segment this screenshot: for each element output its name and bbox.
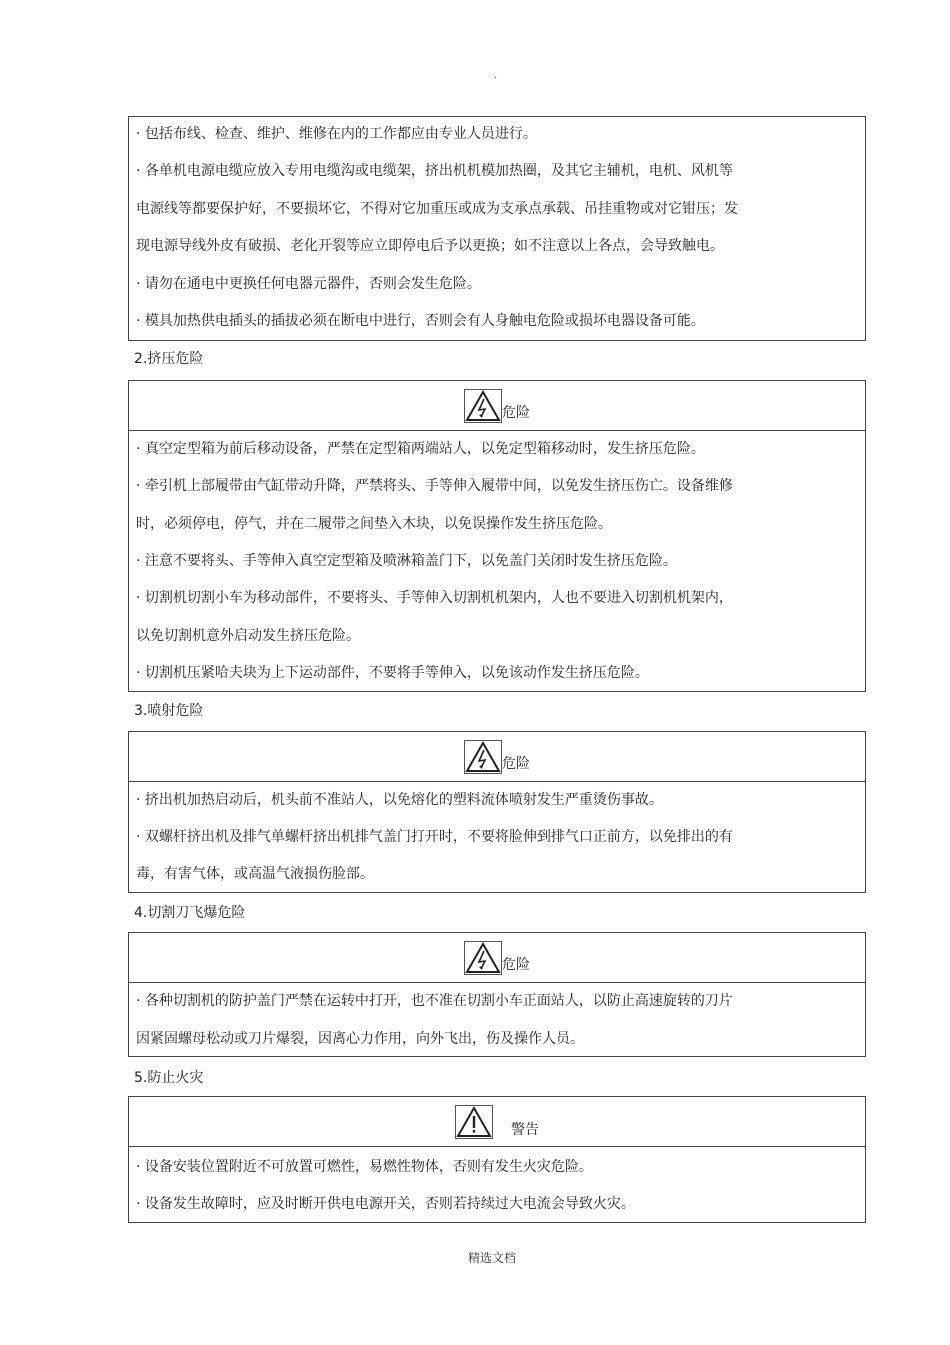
electrical-safety-box: [128, 116, 866, 341]
section-5-title: 5.防止火灾: [134, 1070, 204, 1086]
section-3-line-2: · 双螺杆挤出机及排气单螺杆挤出机排气盖门打开时，不要将脸伸到排气口正前方，以免排出的有: [136, 829, 733, 845]
section-3-line-1: · 挤出机加热启动后，机头前不准站人，以免熔化的塑料流体喷射发生严重烫伤事故。: [136, 792, 663, 808]
section-2-line-4: · 注意不要将头、手等伸入真空定型箱及喷淋箱盖门下，以免盖门关闭时发生挤压危险。: [136, 553, 677, 569]
electric-hazard-icon: [464, 941, 502, 975]
box1-line-6: · 模具加热供电插头的插拔必须在断电中进行，否则会有人身触电危险或损坏电器设备可能。: [136, 313, 705, 329]
section-2-line-3: 时，必须停电，停气，并在二履带之间垫入木块，以免误操作发生挤压危险。: [136, 516, 612, 532]
section-5-header-label: 警告: [511, 1121, 539, 1138]
section-3-header: [129, 732, 865, 782]
section-2-line-2: · 牵引机上部履带由气缸带动升降，严禁将头、手等伸入履带中间，以免发生挤压伤亡。设备维修: [136, 478, 733, 494]
section-2-line-6: 以免切割机意外启动发生挤压危险。: [136, 628, 360, 644]
electric-hazard-icon: [464, 389, 502, 423]
section-4-line-2: 因紧固螺母松动或刀片爆裂，因离心力作用，向外飞出，伤及操作人员。: [136, 1031, 584, 1047]
section-2-line-1: · 真空定型箱为前后移动设备，严禁在定型箱两端站人，以免定型箱移动时，发生挤压危险。: [136, 441, 705, 457]
page-footer: 精选文档: [468, 1251, 517, 1265]
section-3-line-3: 毒，有害气体，或高温气液损伤脸部。: [136, 866, 374, 882]
box1-line-3: 电源线等都要保护好，不要损坏它，不得对它加重压或成为支承点承载、吊挂重物或对它钳压；发: [136, 201, 738, 217]
section-2-line-5: · 切割机切割小车为移动部件，不要将头、手等伸入切割机机架内，人也不要进入切割机机架内，: [136, 590, 733, 606]
section-2-header: [129, 381, 865, 431]
box1-line-2: · 各单机电源电缆应放入专用电缆沟或电缆架，挤出机机模加热圈，及其它主辅机，电机、风机等: [136, 163, 733, 179]
section-3-box: [128, 731, 866, 893]
box1-line-5: · 请勿在通电中更换任何电器元器件，否则会发生危险。: [136, 276, 481, 292]
section-5-line-1: · 设备安装位置附近不可放置可燃性，易燃性物体，否则有发生火灾危险。: [136, 1159, 593, 1175]
box1-line-4: 现电源导线外皮有破损、老化开裂等应立即停电后予以更换；如不注意以上各点，会导致触电。: [136, 238, 724, 254]
section-2-line-7: · 切割机压紧哈夫块为上下运动部件，不要将手等伸入，以免该动作发生挤压危险。: [136, 665, 649, 681]
section-4-box: [128, 932, 866, 1057]
section-4-header: [129, 933, 865, 983]
section-3-title: 3.喷射危险: [134, 703, 204, 719]
section-2-title: 2.挤压危险: [134, 351, 204, 367]
electric-hazard-icon: [464, 740, 502, 774]
box1-line-1: · 包括布线、检查、维护、维修在内的工作都应由专业人员进行。: [136, 126, 537, 142]
top-dot: .: [494, 70, 498, 81]
section-5-header: [129, 1097, 865, 1147]
section-3-header-label: 危险: [502, 755, 530, 772]
section-5-line-2: · 设备发生故障时，应及时断开供电电源开关，否则若持续过大电流会导致火灾。: [136, 1196, 635, 1212]
section-2-header-label: 危险: [502, 404, 530, 421]
section-4-line-1: · 各种切割机的防护盖门严禁在运转中打开，也不准在切割小车正面站人，以防止高速旋转的刀片: [136, 993, 733, 1009]
section-4-title: 4.切割刀飞爆危险: [134, 905, 246, 921]
exclamation-warning-icon: [455, 1105, 493, 1139]
section-4-header-label: 危险: [502, 956, 530, 973]
section-5-box: [128, 1096, 866, 1223]
section-2-box: [128, 380, 866, 692]
